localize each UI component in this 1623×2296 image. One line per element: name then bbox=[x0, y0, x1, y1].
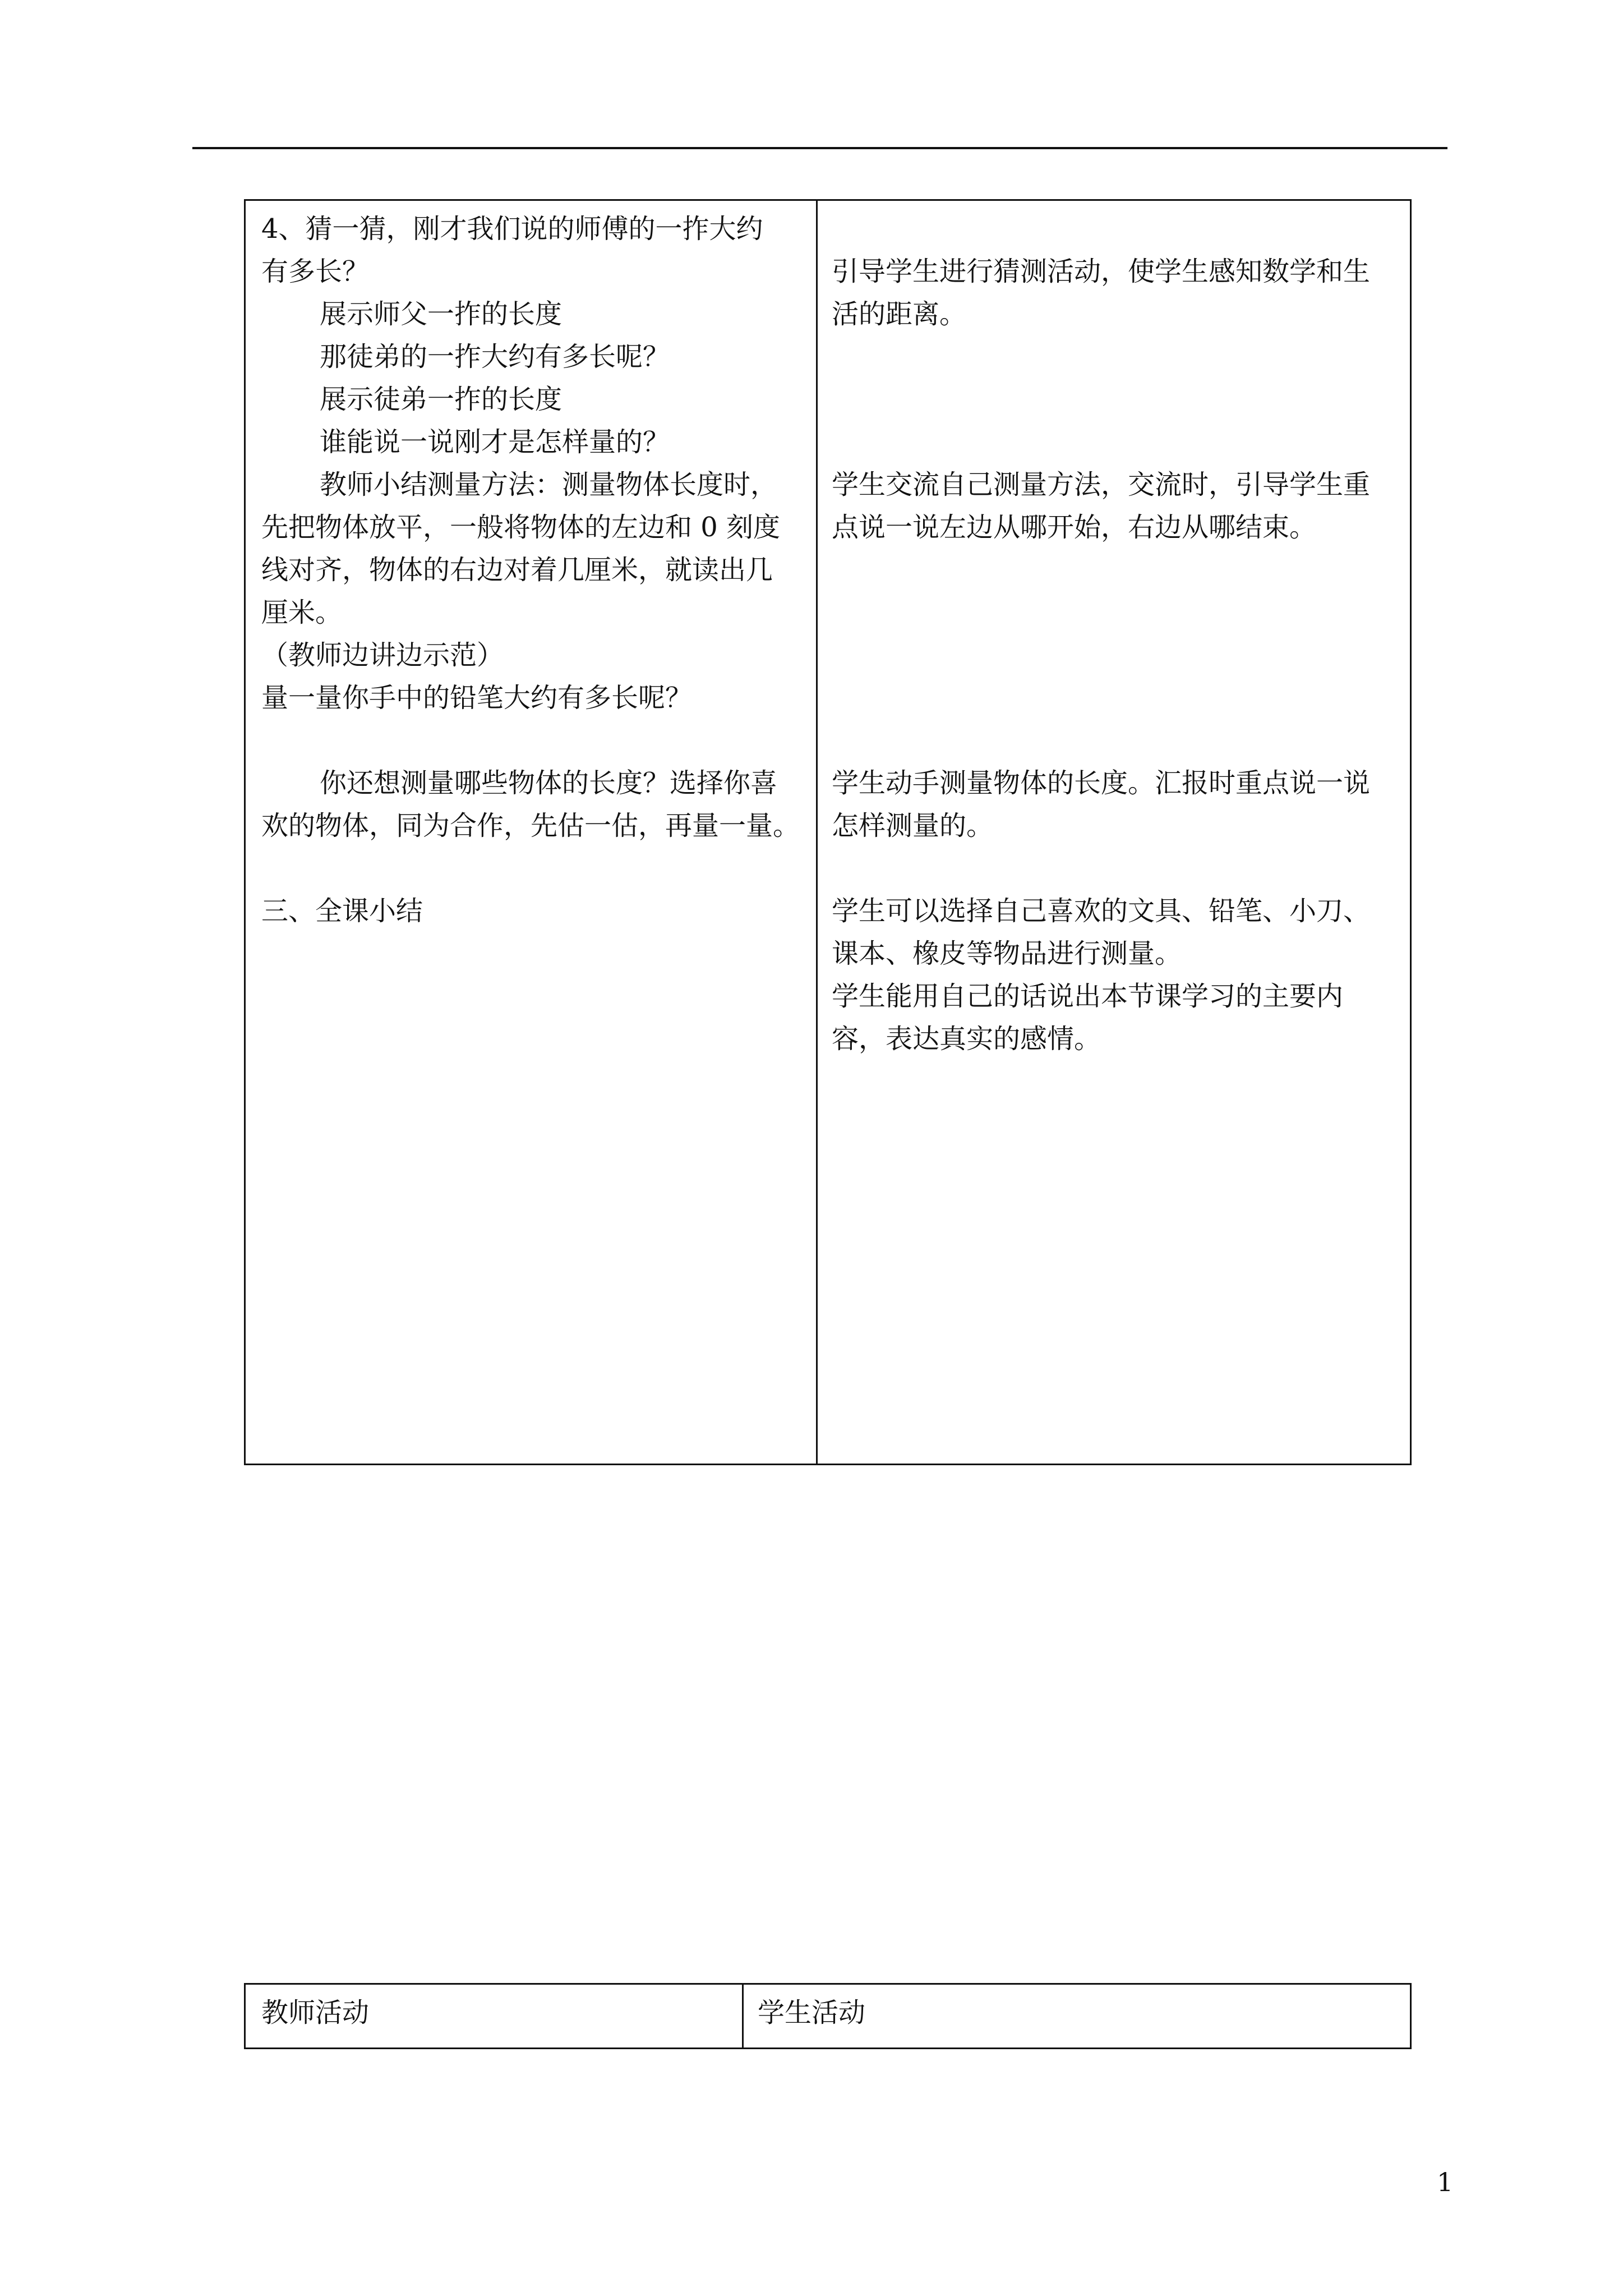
student-activity-line: 学生交流自己测量方法，交流时，引导学生重 bbox=[832, 469, 1371, 500]
teacher-activity-line: （教师边讲边示范） bbox=[261, 639, 504, 671]
student-activity-header: 学生活动 bbox=[758, 1997, 866, 2028]
teacher-activity-line: 线对齐，物体的右边对着几厘米，就读出几 bbox=[261, 554, 773, 586]
student-activity-line: 活的距离。 bbox=[832, 298, 967, 330]
teacher-activity-line: 厘米。 bbox=[261, 597, 343, 628]
teacher-activity-line: 量一量你手中的铅笔大约有多长呢？ bbox=[261, 682, 693, 714]
teacher-activity-line bbox=[261, 719, 808, 762]
student-activity-line: 学生动手测量物体的长度。汇报时重点说一说 bbox=[832, 767, 1371, 799]
teacher-activity-line: 展示师父一拃的长度 bbox=[320, 298, 562, 330]
header-rule bbox=[192, 147, 1447, 149]
student-activity-line bbox=[832, 421, 1398, 463]
lesson-table bbox=[244, 199, 1412, 1465]
student-activity-line: 学生可以选择自己喜欢的文具、铅笔、小刀、 bbox=[832, 895, 1371, 927]
teacher-activity-line: 欢的物体，同为合作，先估一估，再量一量。 bbox=[261, 810, 800, 841]
student-activity-cell bbox=[832, 208, 1398, 1060]
column-divider bbox=[742, 1985, 744, 2047]
teacher-activity-line: 先把物体放平，一般将物体的左边和 0 刻度 bbox=[261, 512, 781, 543]
student-activity-line bbox=[832, 634, 1398, 677]
student-activity-line bbox=[832, 549, 1398, 591]
teacher-activity-line: 有多长？ bbox=[261, 256, 370, 287]
student-activity-line: 容，表达真实的感情。 bbox=[832, 1023, 1101, 1055]
teacher-activity-line: 谁能说一说刚才是怎样量的？ bbox=[320, 426, 670, 458]
teacher-activity-cell bbox=[261, 208, 808, 932]
student-activity-line bbox=[832, 847, 1398, 890]
activity-header-table bbox=[244, 1983, 1412, 2049]
student-activity-line bbox=[832, 208, 1398, 250]
student-activity-line: 课本、橡皮等物品进行测量。 bbox=[832, 938, 1182, 969]
student-activity-line: 学生能用自己的话说出本节课学习的主要内 bbox=[832, 981, 1344, 1012]
teacher-activity-line: 4、猜一猜，刚才我们说的师傅的一拃大约 bbox=[261, 213, 763, 245]
teacher-activity-line bbox=[261, 847, 808, 890]
teacher-activity-line: 三、全课小结 bbox=[261, 895, 423, 927]
student-activity-line bbox=[832, 378, 1398, 421]
teacher-activity-line: 你还想测量哪些物体的长度？选择你喜 bbox=[320, 767, 778, 799]
student-activity-line bbox=[832, 719, 1398, 762]
student-activity-line: 怎样测量的。 bbox=[832, 810, 994, 841]
teacher-activity-header: 教师活动 bbox=[261, 1997, 370, 2028]
teacher-activity-line: 那徒弟的一拃大约有多长呢？ bbox=[320, 341, 670, 372]
page-number: 1 bbox=[1437, 2167, 1454, 2197]
student-activity-line bbox=[832, 335, 1398, 378]
student-activity-line bbox=[832, 591, 1398, 634]
student-activity-line: 点说一说左边从哪开始，右边从哪结束。 bbox=[832, 512, 1317, 543]
teacher-activity-line: 教师小结测量方法：测量物体长度时， bbox=[320, 469, 778, 500]
student-activity-line: 引导学生进行猜测活动，使学生感知数学和生 bbox=[832, 256, 1371, 287]
teacher-activity-line: 展示徒弟一拃的长度 bbox=[320, 384, 562, 415]
column-divider bbox=[816, 201, 818, 1464]
student-activity-line bbox=[832, 677, 1398, 719]
